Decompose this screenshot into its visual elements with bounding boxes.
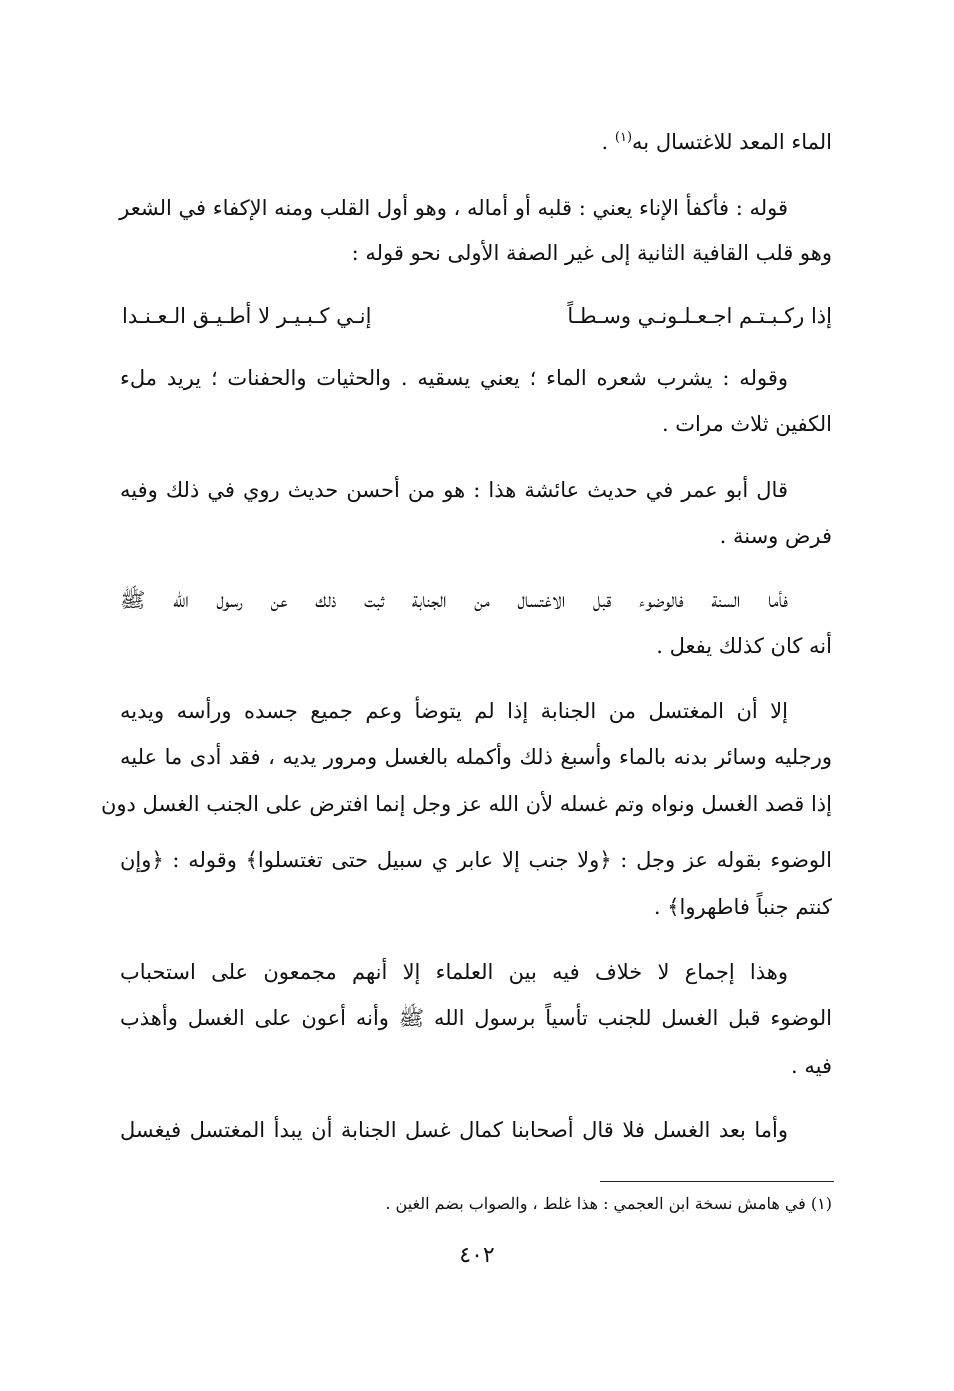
text-line: إذا قصد الغسل ونواه وتم غسله لأن الله عز وجل إنما افترض على الجنب الغسل دون xyxy=(100,792,832,816)
verse-first-hemistich: إذا ركـبـتـم اجـعـلـونـي وسـطـاً xyxy=(567,304,832,328)
footnote: (١) في هامش نسخة ابن العجمي : هذا غلط ، والصواب بضم الغين . xyxy=(385,1194,832,1213)
verse-second-hemistich: إنـي كـبـيـر لا أطـيـق الـعـنـدا xyxy=(122,304,372,328)
footnote-separator xyxy=(600,1181,834,1182)
text-line: كنتم جنباً فاطهروا﴾ . xyxy=(653,895,832,919)
text-line: إلا أن المغتسل من الجنابة إذا لم يتوضأ وعم جميع جسده ورأسه ويديه xyxy=(120,699,788,723)
text-line: الكفين ثلاث مرات . xyxy=(661,412,832,436)
text-line: ورجليه وسائر بدنه بالماء وأسبغ ذلك وأكمله بالغسل ومرور يديه ، فقد أدى ما عليه xyxy=(120,745,832,769)
text-line: وهو قلب القافية الثانية إلى غير الصفة الأولى نحو قوله : xyxy=(351,241,832,265)
text-line: وأما بعد الغسل فلا قال أصحابنا كمال غسل الجنابة أن يبدأ المغتسل فيغسل xyxy=(120,1118,788,1142)
text-line: الوضوء بقوله عز وجل : ﴿ولا جنب إلا عابر ي سبيل حتى تغتسلوا﴾ وقوله : ﴿وإن xyxy=(120,848,832,872)
text-line: وقوله : يشرب شعره الماء ؛ يعني يسقيه . والحثيات والحفنات ؛ يريد ملء xyxy=(120,366,788,390)
text-line: الماء المعد للاغتسال به$^{(١)}$ . xyxy=(601,130,832,154)
text-line: فرض وسنة . xyxy=(719,524,832,548)
text-line: الوضوء قبل الغسل للجنب تأسياً برسول الله ﷺ وأنه أعون على الغسل وأهذب xyxy=(120,1006,832,1030)
footnote-marker: (١) xyxy=(614,130,633,145)
text-line: فأما السنة فالوضوء قبل الاغتسال من الجنابة ثبت ذلك عن رسول الله ﷺ xyxy=(120,588,788,612)
text-line: أنه كان كذلك يفعل . xyxy=(656,634,832,658)
text-line: قوله : فأكفأ الإناء يعني : قلبه أو أماله ، وهو أول القلب ومنه الإكفاء في الشعر xyxy=(119,196,788,220)
page-number: ٤٠٢ xyxy=(459,1243,495,1268)
text-line: فيه . xyxy=(791,1054,832,1078)
text-line: وهذا إجماع لا خلاف فيه بين العلماء إلا أنهم مجمعون على استحباب xyxy=(120,960,788,984)
text-line: قال أبو عمر في حديث عائشة هذا : هو من أحسن حديث روي في ذلك وفيه xyxy=(120,478,788,502)
